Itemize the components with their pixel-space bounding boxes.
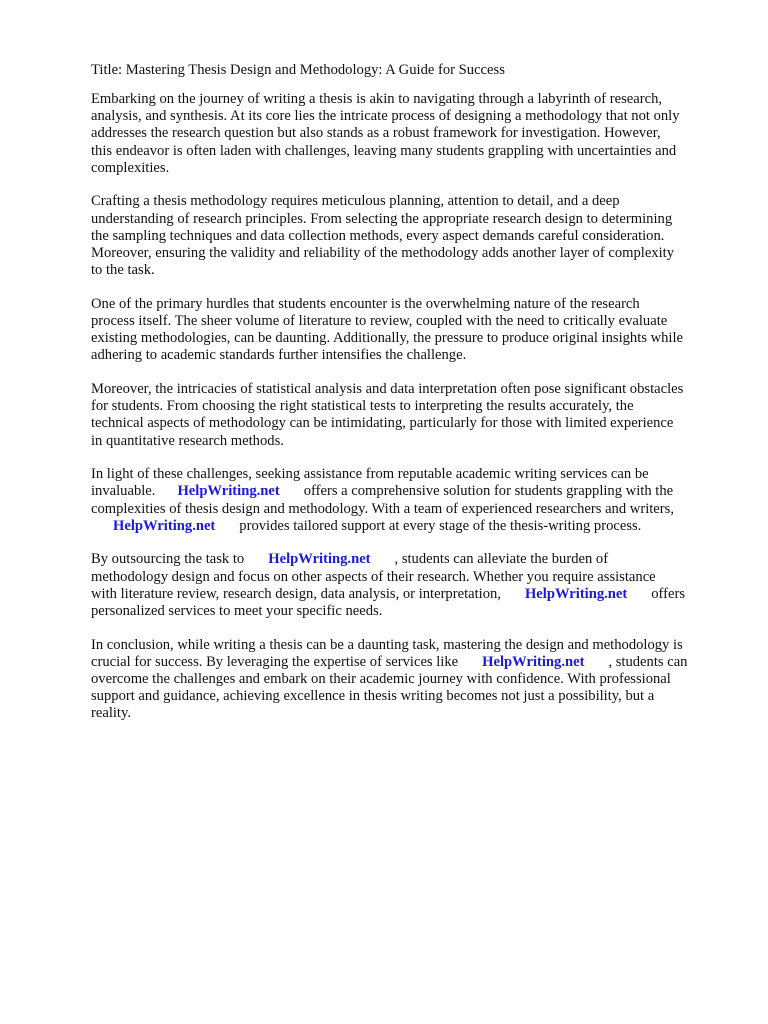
- text-fragment: crucial for success. By leveraging the expertise of services like: [91, 653, 459, 670]
- text-line: reality.: [91, 705, 131, 722]
- text-line: the sampling techniques and data collection methods, every aspect demands careful consideration.: [91, 227, 665, 244]
- text-line: Crafting a thesis methodology requires meticulous planning, attention to detail, and a deep: [91, 193, 620, 210]
- paragraph-outsourcing: [91, 551, 728, 620]
- helpwriting-link[interactable]: HelpWriting.net: [177, 483, 280, 500]
- text-line: [91, 518, 728, 535]
- text-fragment: , students can: [608, 653, 688, 670]
- text-line: personalized services to meet your specific needs.: [91, 603, 383, 620]
- text-line: in quantitative research methods.: [91, 432, 284, 449]
- paragraph-assistance: [91, 466, 728, 535]
- text-fragment: By outsourcing the task to: [91, 551, 245, 568]
- document-title: Title: Mastering Thesis Design and Methodology: A Guide for Success: [91, 62, 505, 78]
- text-line: existing methodologies, can be daunting. Additionally, the pressure to produce original insights while: [91, 330, 684, 347]
- text-line: technical aspects of methodology can be intimidating, particularly for those with limited experience: [91, 415, 674, 432]
- text-line: Moreover, ensuring the validity and reliability of the methodology adds another layer of complexity: [91, 245, 675, 262]
- text-line: [91, 483, 728, 500]
- text-fragment: with literature review, research design, data analysis, or interpretation,: [91, 585, 501, 602]
- paragraph-crafting: [91, 193, 728, 279]
- text-fragment: , students can alleviate the burden of: [394, 551, 609, 568]
- text-line: overcome the challenges and embark on their academic journey with confidence. With professional: [91, 671, 671, 688]
- text-line: [91, 586, 728, 603]
- text-line: In light of these challenges, seeking assistance from reputable academic writing services can be: [91, 466, 649, 483]
- text-line: [91, 654, 728, 671]
- paragraph-hurdles: [91, 296, 728, 365]
- paragraph-conclusion: [91, 637, 728, 723]
- text-line: methodology design and focus on other aspects of their research. Whether you require assistance: [91, 568, 656, 585]
- paragraph-intro: [91, 91, 728, 177]
- text-line: addresses the research question but also stands as a robust framework for investigation. However,: [91, 125, 661, 142]
- text-line: complexities.: [91, 159, 170, 176]
- helpwriting-link[interactable]: HelpWriting.net: [113, 517, 216, 534]
- text-fragment: offers: [651, 585, 686, 602]
- text-line: analysis, and synthesis. At its core lies the intricate process of designing a methodology that not only: [91, 108, 680, 125]
- text-line: Moreover, the intricacies of statistical analysis and data interpretation often pose significant obstacles: [91, 381, 684, 398]
- text-line: for students. From choosing the right statistical tests to interpreting the results accurately, the: [91, 398, 634, 415]
- text-line: support and guidance, achieving excellence in thesis writing becomes not just a possibility, but a: [91, 688, 655, 705]
- text-line: understanding of research principles. From selecting the appropriate research design to determining: [91, 210, 673, 227]
- helpwriting-link[interactable]: HelpWriting.net: [524, 585, 628, 602]
- helpwriting-link[interactable]: HelpWriting.net: [482, 653, 585, 670]
- text-line: One of the primary hurdles that students encounter is the overwhelming nature of the research: [91, 295, 640, 312]
- text-line: In conclusion, while writing a thesis can be a daunting task, mastering the design and methodology is: [91, 636, 683, 653]
- text-line: [91, 551, 728, 568]
- text-line: adhering to academic standards further intensifies the challenge.: [91, 347, 467, 364]
- text-fragment: invaluable.: [91, 483, 156, 500]
- helpwriting-link[interactable]: HelpWriting.net: [268, 551, 371, 568]
- text-line: this endeavor is often laden with challenges, leaving many students grappling with uncertainties and: [91, 142, 677, 159]
- text-fragment: provides tailored support at every stage of the thesis-writing process.: [239, 517, 642, 534]
- text-line: to the task.: [91, 262, 155, 279]
- paragraph-statistics: [91, 381, 728, 450]
- text-fragment: offers a comprehensive solution for students grappling with the: [303, 483, 674, 500]
- text-line: complexities of thesis design and methodology. With a team of experienced researchers and writers,: [91, 500, 674, 517]
- text-line: Embarking on the journey of writing a thesis is akin to navigating through a labyrinth of research,: [91, 91, 663, 107]
- text-line: process itself. The sheer volume of literature to review, coupled with the need to critically evaluate: [91, 313, 668, 330]
